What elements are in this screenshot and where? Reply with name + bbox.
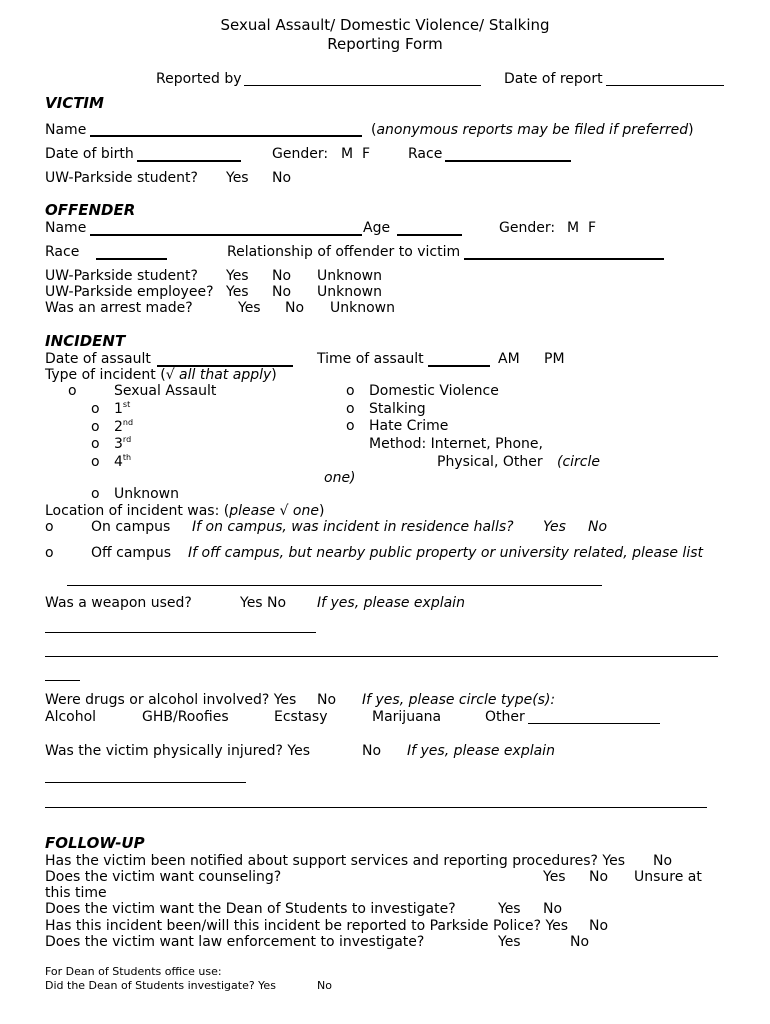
offender-student-no[interactable]: No <box>272 268 292 284</box>
incident-heading: INCIDENT <box>45 332 126 350</box>
followup-q3-yes[interactable]: Yes <box>498 901 521 917</box>
followup-q2-no[interactable]: No <box>589 869 609 885</box>
bullet-degree-3[interactable]: o <box>91 436 100 452</box>
offender-relationship-field[interactable] <box>464 258 664 260</box>
drugs-circle-note: If yes, please circle type(s): <box>362 692 556 708</box>
followup-q4: Has this incident been/will this incident be reported to Parkside Police? Yes <box>45 918 569 934</box>
time-am[interactable]: AM <box>498 351 520 367</box>
weapon-explain-field-1[interactable] <box>45 632 316 633</box>
drug-marijuana[interactable]: Marijuana <box>372 709 442 725</box>
offender-heading: OFFENDER <box>45 201 136 219</box>
offender-race-label: Race <box>45 244 80 260</box>
bullet-stalking[interactable]: o <box>346 401 355 417</box>
victim-gender-label: Gender: <box>272 146 329 162</box>
bullet-degree-2[interactable]: o <box>91 419 100 435</box>
victim-dob-label: Date of birth <box>45 146 134 162</box>
type-of-incident-label: Type of incident (√ all that apply) <box>45 367 277 383</box>
reported-by-label: Reported by <box>156 71 242 87</box>
drug-ecstasy[interactable]: Ecstasy <box>274 709 328 725</box>
offender-age-label: Age <box>363 220 391 236</box>
victim-race-field[interactable] <box>445 160 571 162</box>
offender-gender-f[interactable]: F <box>588 220 597 236</box>
followup-q5: Does the victim want law enforcement to investigate? <box>45 934 425 950</box>
injured-explain-field-2[interactable] <box>45 807 707 808</box>
circle-note-cont: one) <box>324 470 356 486</box>
degree-1-label: 1st <box>114 400 131 417</box>
followup-q1-no[interactable]: No <box>653 853 673 869</box>
drugs-no[interactable]: No <box>317 692 337 708</box>
injured-explain: If yes, please explain <box>407 743 555 759</box>
reported-by-field[interactable] <box>244 85 481 86</box>
offender-age-field[interactable] <box>397 234 462 236</box>
victim-race-label: Race <box>408 146 443 162</box>
weapon-explain-field-3[interactable] <box>45 680 80 681</box>
weapon-explain: If yes, please explain <box>317 595 465 611</box>
followup-q2: Does the victim want counseling? <box>45 869 282 885</box>
followup-q2-yes[interactable]: Yes <box>543 869 566 885</box>
drug-other-field[interactable] <box>528 723 660 724</box>
form-title-line2: Reporting Form <box>327 35 443 53</box>
degree-3-label: 3rd <box>114 435 132 452</box>
anonymous-note: (anonymous reports may be filed if preferred) <box>371 122 694 138</box>
on-campus-label: On campus <box>91 519 171 535</box>
followup-q1: Has the victim been notified about support services and reporting procedures? Yes <box>45 853 626 869</box>
offender-name-field[interactable] <box>90 234 362 236</box>
time-of-assault-label: Time of assault <box>317 351 424 367</box>
offender-name-label: Name <box>45 220 87 236</box>
circle-note: (circle <box>557 454 601 470</box>
followup-q3: Does the victim want the Dean of Students to investigate? <box>45 901 456 917</box>
weapon-yes-no[interactable]: Yes No <box>240 595 287 611</box>
offender-gender-m[interactable]: M <box>567 220 580 236</box>
bullet-unknown[interactable]: o <box>91 486 100 502</box>
domestic-violence-label: Domestic Violence <box>369 383 499 399</box>
bullet-hate-crime[interactable]: o <box>346 418 355 434</box>
date-of-assault-label: Date of assault <box>45 351 151 367</box>
injured-label: Was the victim physically injured? Yes <box>45 743 311 759</box>
injured-explain-field-1[interactable] <box>45 782 246 783</box>
offender-employee-yes[interactable]: Yes <box>226 284 249 300</box>
bullet-off-campus[interactable]: o <box>45 545 54 561</box>
offender-student-unknown[interactable]: Unknown <box>317 268 382 284</box>
form-title-line1: Sexual Assault/ Domestic Violence/ Stalking <box>220 16 550 34</box>
offender-student-yes[interactable]: Yes <box>226 268 249 284</box>
followup-heading: FOLLOW-UP <box>45 834 145 852</box>
victim-student-no[interactable]: No <box>272 170 292 186</box>
office-investigate-no[interactable]: No <box>317 979 332 992</box>
offender-employee-unknown[interactable]: Unknown <box>317 284 382 300</box>
off-campus-field[interactable] <box>67 585 602 586</box>
followup-q3-no[interactable]: No <box>543 901 563 917</box>
arrest-unknown[interactable]: Unknown <box>330 300 395 316</box>
off-campus-question: If off campus, but nearby public property or university related, please list <box>188 545 703 561</box>
drug-other[interactable]: Other <box>485 709 525 725</box>
weapon-explain-field-2[interactable] <box>45 656 718 657</box>
followup-q2-unsure[interactable]: Unsure at <box>634 869 702 885</box>
residence-halls-no[interactable]: No <box>588 519 608 535</box>
victim-name-label: Name <box>45 122 87 138</box>
time-pm[interactable]: PM <box>544 351 565 367</box>
hate-crime-label: Hate Crime <box>369 418 449 434</box>
residence-halls-yes[interactable]: Yes <box>543 519 566 535</box>
bullet-degree-4[interactable]: o <box>91 454 100 470</box>
bullet-domestic-violence[interactable]: o <box>346 383 355 399</box>
victim-heading: VICTIM <box>45 94 104 112</box>
weapon-label: Was a weapon used? <box>45 595 192 611</box>
arrest-yes[interactable]: Yes <box>238 300 261 316</box>
sexual-assault-label: Sexual Assault <box>114 383 217 399</box>
bullet-on-campus[interactable]: o <box>45 519 54 535</box>
degree-4-label: 4th <box>114 453 132 470</box>
stalking-label: Stalking <box>369 401 426 417</box>
offender-employee-no[interactable]: No <box>272 284 292 300</box>
bullet-sexual-assault[interactable]: o <box>68 383 77 399</box>
victim-gender-m[interactable]: M <box>341 146 354 162</box>
followup-q5-no[interactable]: No <box>570 934 590 950</box>
followup-q4-no[interactable]: No <box>589 918 609 934</box>
offender-employee-label: UW-Parkside employee? <box>45 284 214 300</box>
office-use-label: For Dean of Students office use: <box>45 965 222 978</box>
location-label: Location of incident was: (please √ one) <box>45 503 325 519</box>
time-of-assault-field[interactable] <box>428 365 490 367</box>
residence-halls-question: If on campus, was incident in residence halls? <box>192 519 514 535</box>
drug-ghb[interactable]: GHB/Roofies <box>142 709 229 725</box>
off-campus-label: Off campus <box>91 545 172 561</box>
drug-alcohol[interactable]: Alcohol <box>45 709 97 725</box>
offender-race-field[interactable] <box>96 258 167 260</box>
followup-q5-yes[interactable]: Yes <box>498 934 521 950</box>
victim-name-field[interactable] <box>90 135 362 137</box>
drugs-label: Were drugs or alcohol involved? Yes <box>45 692 297 708</box>
degree-2-label: 2nd <box>114 418 134 435</box>
method-label-2: Physical, Other <box>437 454 543 470</box>
arrest-no[interactable]: No <box>285 300 305 316</box>
injured-no[interactable]: No <box>362 743 382 759</box>
victim-student-yes[interactable]: Yes <box>226 170 249 186</box>
date-of-report-label: Date of report <box>504 71 603 87</box>
offender-gender-label: Gender: <box>499 220 556 236</box>
office-investigate-question: Did the Dean of Students investigate? Yes <box>45 979 276 992</box>
date-of-report-field[interactable] <box>606 85 724 86</box>
victim-dob-field[interactable] <box>137 160 241 162</box>
offender-relationship-label: Relationship of offender to victim <box>227 244 461 260</box>
offender-student-label: UW-Parkside student? <box>45 268 198 284</box>
victim-student-label: UW-Parkside student? <box>45 170 198 186</box>
unknown-label: Unknown <box>114 486 179 502</box>
arrest-label: Was an arrest made? <box>45 300 193 316</box>
followup-q2-cont: this time <box>45 885 107 901</box>
method-label: Method: Internet, Phone, <box>369 436 543 452</box>
bullet-degree-1[interactable]: o <box>91 401 100 417</box>
victim-gender-f[interactable]: F <box>362 146 371 162</box>
